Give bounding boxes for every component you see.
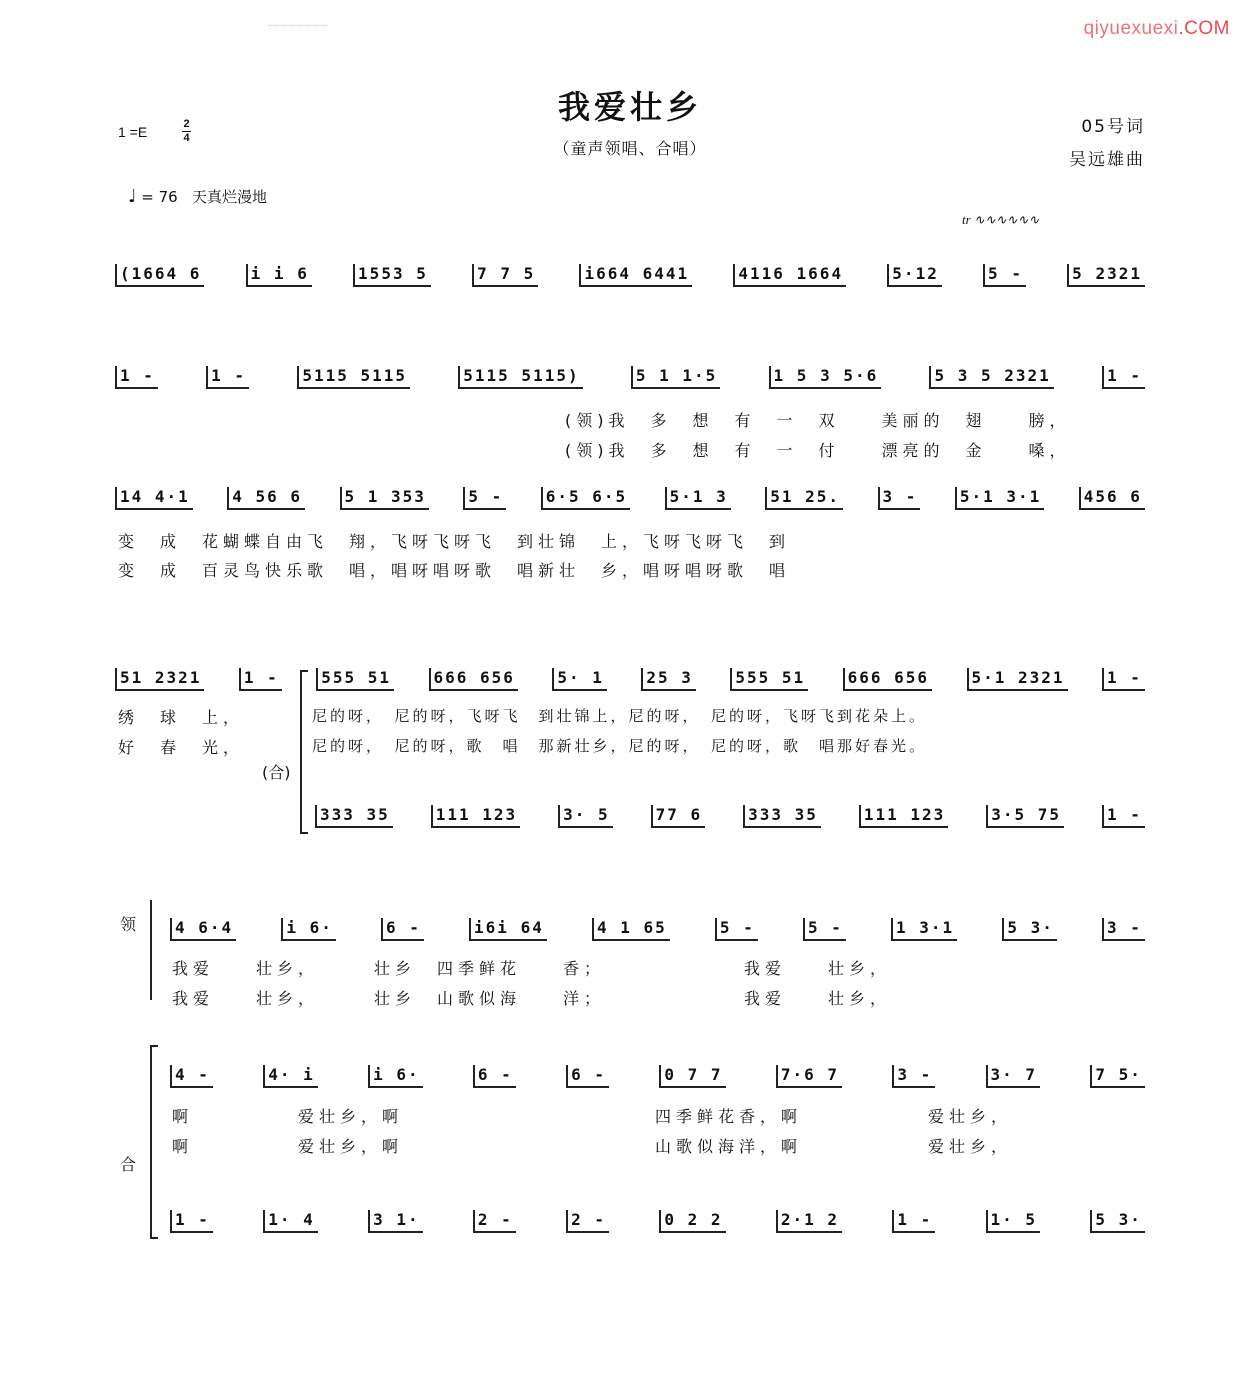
measure: 0 7 7 xyxy=(659,1065,725,1088)
lyric-lead-verse-2: (领)我 多 想 有 一 付 漂亮的 金 嗓， xyxy=(565,441,1071,460)
lyric-chorus-verse-2: 啊 爱壮乡，啊 山歌似海洋，啊 爱壮乡， xyxy=(172,1137,1013,1156)
measure: 456 6 xyxy=(1079,487,1145,510)
measure: 5 - xyxy=(983,264,1026,287)
measure: 2·1 2 xyxy=(776,1210,842,1233)
trill-marking: tr ∿∿∿∿∿∿ xyxy=(962,212,1040,227)
measure: 3 - xyxy=(892,1065,935,1088)
quarter-note-icon: ♩ xyxy=(128,186,137,207)
measure: 1 - xyxy=(115,366,158,389)
lyric-refrain-verse-1: 我爱 壮乡， 壮乡 四季鲜花 香； 我爱 壮乡， xyxy=(172,959,892,978)
lyric-verse-1-line-a: 变 成 花蝴蝶自由飞 翔，飞呀飞呀飞 到壮锦 上，飞呀飞呀飞 到 xyxy=(118,532,791,551)
chorus-bracket xyxy=(300,670,308,834)
measure: 4· i xyxy=(263,1065,318,1088)
score-title: 我爱壮乡 xyxy=(557,88,702,126)
measure: 1 - xyxy=(892,1210,935,1233)
measure: 7 5· xyxy=(1090,1065,1145,1088)
measure: 111 123 xyxy=(431,805,520,828)
measure: 5115 5115 xyxy=(297,366,410,389)
measure: 6 - xyxy=(473,1065,516,1088)
measure: 5 1 353 xyxy=(340,487,429,510)
chorus-system-bracket xyxy=(150,1045,158,1239)
score-subtitle: （童声领唱、合唱） xyxy=(553,139,707,158)
measure: 3· 7 xyxy=(986,1065,1041,1088)
measure: 25 3 xyxy=(641,668,696,691)
measure: 5 - xyxy=(715,918,758,941)
lyric-refrain-verse-2: 我爱 壮乡， 壮乡 山歌似海 洋； 我爱 壮乡， xyxy=(172,989,892,1008)
measure: 3 1· xyxy=(368,1210,423,1233)
measure: 5·1 3 xyxy=(665,487,731,510)
lyric-verse-1-chorus: 尼的呀， 尼的呀，飞呀飞 到壮锦上，尼的呀， 尼的呀，飞呀飞到花朵上。 xyxy=(312,707,928,725)
time-numerator: 2 xyxy=(183,118,190,130)
measure: 333 35 xyxy=(315,805,393,828)
watermark-domain: qiyuexuexi xyxy=(1083,18,1179,39)
scan-artifact-line xyxy=(268,25,328,26)
watermark-tld: .COM xyxy=(1178,18,1230,39)
measure: 1 3·1 xyxy=(891,918,957,941)
measure: 5 1 1·5 xyxy=(631,366,720,389)
watermark xyxy=(1084,18,1230,40)
measure: 5 - xyxy=(803,918,846,941)
measure: 666 656 xyxy=(429,668,518,691)
lead-system-line xyxy=(150,900,152,1000)
measure: i i 6 xyxy=(246,264,312,287)
measure: 2 - xyxy=(566,1210,609,1233)
measure: 5·1 3·1 xyxy=(955,487,1044,510)
measure: 5 2321 xyxy=(1067,264,1145,287)
measure: 1 - xyxy=(1102,366,1145,389)
measure: 333 35 xyxy=(743,805,821,828)
score-row-4 xyxy=(115,668,1145,691)
lyric-lead-verse-1: (领)我 多 想 有 一 双 美丽的 翅 膀， xyxy=(565,411,1071,430)
composer-credit: 吴远雄曲 xyxy=(1069,150,1145,170)
measure: 2 - xyxy=(473,1210,516,1233)
measure: 14 4·1 xyxy=(115,487,193,510)
measure: 5 3· xyxy=(1002,918,1057,941)
measure: 5·1 2321 xyxy=(967,668,1068,691)
lyricist-credit: 05号词 xyxy=(1081,117,1145,137)
measure: 6 - xyxy=(381,918,424,941)
measure: 7·6 7 xyxy=(776,1065,842,1088)
measure: 4 6·4 xyxy=(170,918,236,941)
measure: 1 - xyxy=(239,668,282,691)
score-row-3 xyxy=(115,487,1145,510)
score-row-6-lead xyxy=(170,918,1145,941)
lead-label: 领 xyxy=(120,915,137,934)
measure: 3· 5 xyxy=(558,805,613,828)
lyric-verse-1-lead-end: 绣 球 上， xyxy=(118,708,245,727)
measure: 4116 1664 xyxy=(733,264,846,287)
measure: 6 - xyxy=(566,1065,609,1088)
measure: i 6· xyxy=(281,918,336,941)
measure: 5· 1 xyxy=(552,668,607,691)
measure: i 6· xyxy=(368,1065,423,1088)
measure: 5115 5115) xyxy=(458,366,582,389)
measure: 111 123 xyxy=(859,805,948,828)
measure: 1553 5 xyxy=(353,264,431,287)
measure: 666 656 xyxy=(843,668,932,691)
measure: (1664 6 xyxy=(115,264,204,287)
measure: 77 6 xyxy=(651,805,706,828)
measure: i664 6441 xyxy=(579,264,692,287)
chorus-label: (合) xyxy=(262,763,291,782)
measure: 51 2321 xyxy=(115,668,204,691)
measure: 1 - xyxy=(1102,668,1145,691)
trill-text: tr xyxy=(962,212,971,227)
measure: i6i 64 xyxy=(469,918,547,941)
score-row-7-chorus xyxy=(170,1065,1145,1088)
measure: 7 7 5 xyxy=(472,264,538,287)
tempo-value: = 76 xyxy=(141,188,178,206)
he-label: 合 xyxy=(120,1155,137,1174)
measure: 1 - xyxy=(1102,805,1145,828)
measure: 0 2 2 xyxy=(659,1210,725,1233)
measure: 4 - xyxy=(170,1065,213,1088)
measure: 1 - xyxy=(206,366,249,389)
tempo-marking xyxy=(128,186,267,207)
measure: 5 3 5 2321 xyxy=(929,366,1053,389)
score-row-8-chorus-harmony xyxy=(170,1210,1145,1233)
measure: 51 25. xyxy=(765,487,843,510)
measure: 1 5 3 5·6 xyxy=(769,366,882,389)
measure: 1· 5 xyxy=(986,1210,1041,1233)
measure: 5·12 xyxy=(887,264,942,287)
measure: 5 - xyxy=(463,487,506,510)
expression-text: 天真烂漫地 xyxy=(192,188,268,206)
score-row-5-harmony xyxy=(315,805,1145,828)
time-denominator: 4 xyxy=(183,132,190,144)
measure: 6·5 6·5 xyxy=(541,487,630,510)
measure: 3 - xyxy=(878,487,921,510)
lyric-verse-2-chorus: 尼的呀， 尼的呀，歌 唱 那新壮乡，尼的呀， 尼的呀，歌 唱那好春光。 xyxy=(312,737,928,755)
key-signature: 1 =E xyxy=(118,124,148,140)
time-signature xyxy=(182,118,191,145)
score-row-1 xyxy=(115,264,1145,287)
measure: 1· 4 xyxy=(263,1210,318,1233)
lyric-verse-2-lead-end: 好 春 光， xyxy=(118,738,245,757)
measure: 555 51 xyxy=(316,668,394,691)
lyric-chorus-verse-1: 啊 爱壮乡，啊 四季鲜花香，啊 爱壮乡， xyxy=(172,1107,1013,1126)
measure: 555 51 xyxy=(730,668,808,691)
measure: 3 - xyxy=(1102,918,1145,941)
measure: 5 3· xyxy=(1090,1210,1145,1233)
score-row-2 xyxy=(115,366,1145,389)
measure: 1 - xyxy=(170,1210,213,1233)
measure: 3·5 75 xyxy=(986,805,1064,828)
measure: 4 56 6 xyxy=(227,487,305,510)
lyric-verse-2-line-a: 变 成 百灵鸟快乐歌 唱，唱呀唱呀歌 唱新壮 乡，唱呀唱呀歌 唱 xyxy=(118,561,791,580)
measure: 4 1 65 xyxy=(592,918,670,941)
